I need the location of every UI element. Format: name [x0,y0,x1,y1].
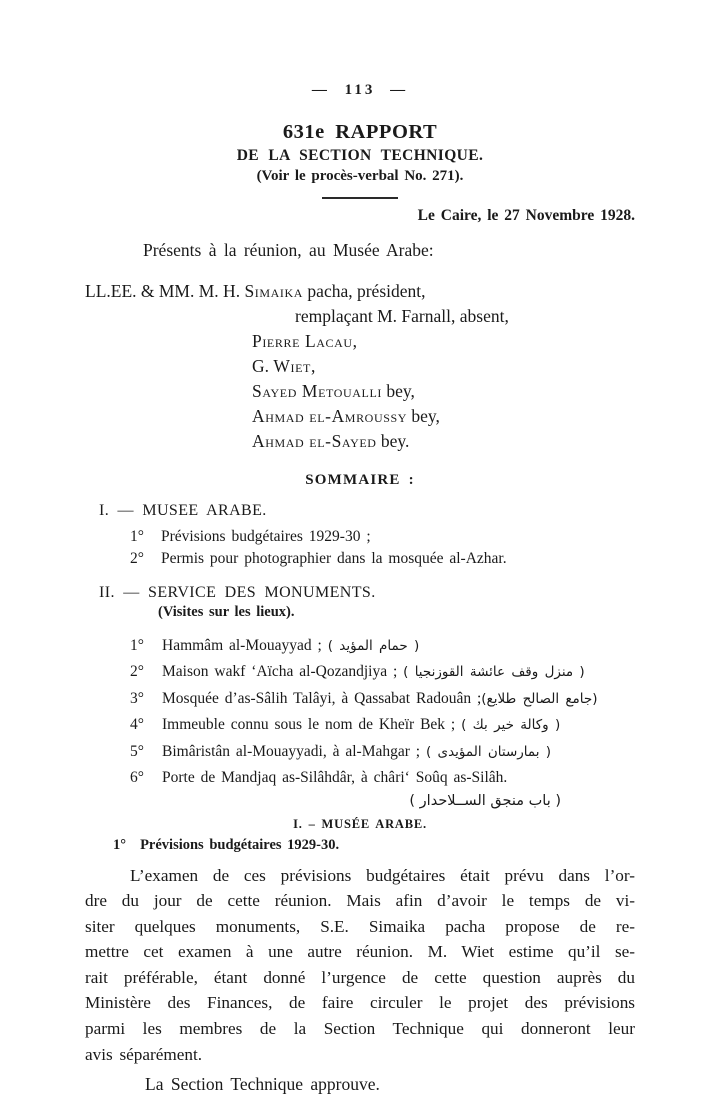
item-number: 1° [130,527,144,545]
sommaire-section-1 [85,502,635,571]
attendee-text: G. [252,355,274,376]
subheading-text: Prévisions budgétaires 1929-30. [140,836,340,853]
paragraph-line: siter quelques monuments, S.E. Simaika pacha propose de re- [85,916,635,936]
item-number: 2° [130,550,144,567]
monument-text [162,712,560,739]
item-number: 2° [130,663,144,680]
item-number: 5° [130,742,144,760]
attendee-name: Simaika [244,280,304,301]
monument-item [85,739,635,766]
item-text: Prévisions budgétaires 1929-30 ; [161,527,371,545]
monument-arabic: ( منزل وقف عائشة القوزنجيا ) [403,664,585,680]
attendees-list [85,279,635,454]
item-number: 3° [130,689,144,707]
attendee-line [85,404,635,429]
dateline: Le Caire, le 27 Novembre 1928. [417,207,635,224]
section-note: (Visites sur les lieux). [158,603,295,620]
section-title: I. — MUSEE ARABE. [99,501,267,519]
page-number: — 113 — [311,82,409,98]
monument-french: Immeuble connu sous le nom de Kheïr Bek ; [162,716,462,733]
subheading-number: 1° [113,836,127,853]
attendee-name: Pierre Lacau [252,330,353,351]
sommaire-heading: SOMMAIRE : [305,471,415,488]
report-header [85,121,635,199]
attendee-text: remplaçant M. Farnall, absent, [295,305,509,326]
body-subheading [85,837,635,854]
monument-arabic-footer: ( باب منجق الســلاحدار ) [409,792,561,809]
monument-text [162,686,598,713]
closing-sentence: La Section Technique approuve. [145,1074,380,1095]
monument-arabic: (جامع الصالح طلايع) [481,690,598,707]
item-text: Permis pour photographier dans la mosquée al-Azhar. [161,550,507,567]
paragraph-line: mettre cet examen à une autre réunion. M. Wiet estime qu’il se- [85,942,635,962]
paragraph-line: dre du jour de cette réunion. Mais afin d’avoir le temps de vi- [85,891,635,911]
attendee-line [85,329,635,354]
body-paragraph [85,863,635,1068]
monument-arabic: ( وكالة خير بك ) [461,717,561,733]
attendee-line [85,279,635,304]
monument-text [162,633,419,660]
attendee-text: , [352,330,358,351]
attendee-text: pacha, président, [303,280,426,301]
monument-item [85,686,635,713]
monument-text [162,659,585,686]
attendee-line [85,354,635,379]
monument-text [162,765,507,792]
attendee-line [85,429,635,454]
attendee-text: bey, [382,380,415,401]
paragraph-line: L’examen de ces prévisions budgétaires était prévu dans l’or- [130,865,635,885]
item-number: 1° [130,636,144,654]
monument-item [85,765,635,792]
report-subtitle: DE LA SECTION TECHNIQUE. [236,147,484,164]
monument-arabic: ( حمام المؤيد ) [327,637,420,654]
sommaire-item [85,526,635,549]
section-title: II. — SERVICE DES MONUMENTS. [99,583,376,601]
attendee-line [85,304,635,329]
attendee-text: bey. [376,430,410,451]
item-number: 6° [130,769,144,786]
monument-arabic: ( بمارستان المؤيدى ) [425,743,552,760]
report-title: 631e RAPPORT [282,121,438,143]
attendee-text: , [310,355,316,376]
monument-text [162,739,551,766]
sommaire-section-2 [85,584,635,621]
monument-french: Mosquée d’as-Sâlih Talâyi, à Qassabat Radouân ; [162,689,482,707]
attendee-name: Ahmad el-Sayed [252,430,377,451]
attendee-text: LL.EE. & MM. M. H. [85,280,245,301]
sommaire-items [85,526,635,571]
monument-french: Bimâristân al-Mouayyadi, à al-Mahgar ; [162,742,426,760]
monument-item [85,659,635,686]
paragraph-line: avis séparément. [85,1044,203,1064]
monument-item [85,633,635,660]
attendee-name: Sayed Metoualli [252,380,382,401]
monument-french: Porte de Mandjaq as-Silâhdâr, à châri‘ Soûq as-Silâh. [162,769,508,786]
body-section-heading: I. – MUSÉE ARABE. [293,816,427,831]
attendee-text: bey, [407,405,440,426]
presents-intro: Présents à la réunion, au Musée Arabe: [143,240,434,260]
monument-french: Maison wakf ‘Aïcha al-Qozandjiya ; [162,663,404,680]
item-number: 4° [130,716,144,733]
header-divider [322,197,398,199]
paragraph-line: parmi les membres de la Section Technique qui donneront leur [85,1019,635,1039]
paragraph-line: Ministère des Finances, de faire circuler le projet des prévisions [85,993,635,1013]
attendee-line [85,379,635,404]
paragraph-line: rait préférable, étant donné l’urgence de cette question auprès du [85,967,635,987]
monuments-list [85,633,635,809]
attendee-name: Wiet [273,355,311,376]
sommaire-item [85,548,635,571]
attendee-name: Ahmad el-Amroussy [252,405,408,426]
monument-item [85,712,635,739]
report-note: (Voir le procès-verbal No. 271). [256,168,464,184]
monument-french: Hammâm al-Mouayyad ; [162,636,328,654]
